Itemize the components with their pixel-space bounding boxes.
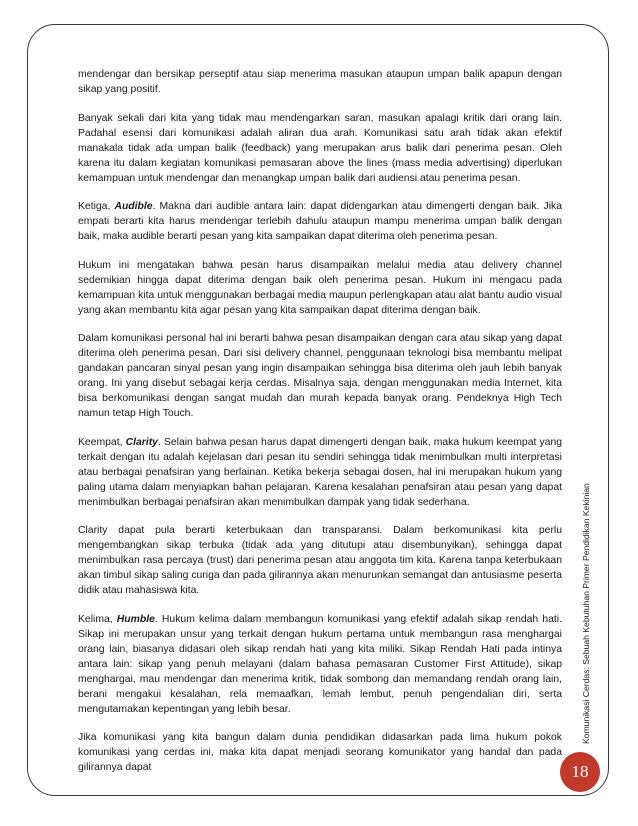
paragraph: Clarity dapat pula berarti keterbukaan dan transparansi. Dalam berkomunikasi kita perlu mengembangkan sikap terbuka (tidak ada yang ditutupi atau disembunyikan), sehingga dapat menimbulkan rasa percaya (trust) dari penerima pesan atau anggota tim kita. Karena tanpa keterbukaan akan timbul sikap saling curiga dan pada gilirannya akan menurunkan semangat dan antusiasme peserta didik atau mahasiswa kita. bbox=[78, 525, 562, 596]
paragraph: Dalam komunikasi personal hal ini berarti bahwa pesan disampaikan dengan cara atau sikap yang dapat diterima oleh penerima pesan. Dari sisi delivery channel, penggunaan teknologi bisa membantu melipat gandakan pancaran sinyal pesan yang ingin disampaikan sehingga bisa diterima oleh jauh lebih banyak orang. Ini yang disebut sebagai kerja cerdas. Misalnya saja, dengan menggunakan media Internet, kita bisa berkomunikasi dengan sangat mudah dan murah kepada banyak orang. Pendeknya High Tech namun tetap High Touch. bbox=[78, 333, 562, 419]
paragraph: mendengar dan bersikap perseptif atau siap menerima masukan ataupun umpan balik apapun dengan sikap yang positif. bbox=[78, 69, 562, 95]
page-number: 18 bbox=[571, 762, 589, 781]
paragraph: Hukum ini mengatakan bahwa pesan harus disampaikan melalui media atau delivery channel sedemikian hingga dapat diterima dengan baik oleh penerima pesan. Hukum ini mengacu pada kemampuan kita untuk menggunakan berbagai media maupun perlengkapan atau alat bantu audio visual yang akan membantu kita agar pesan yang kita sampaikan dapat diterima dengan baik. bbox=[78, 259, 562, 316]
body-text bbox=[78, 67, 562, 789]
paragraph-humble: Kelima, Humble. Hukum kelima dalam membangun komunikasi yang efektif adalah sikap rendah hati. Sikap ini merupakan unsur yang terkait dengan hukum pertama untuk membangun rasa menghargai orang lain, biasanya didasari oleh sikap rendah hati yang kita miliki. Sikap Rendah Hati pada intinya antara lain: sikap yang penuh melayani (dalam bahasa pemasaran Customer First Attitude), sikap menghargai, mau mendengar dan menerima kritik, tidak sombong dan memandang rendah orang lain, berani mengakui kesalahan, rela memaafkan, lemah lembut, penuh pengendalian diri, serta mengutamakan kepentingan yang lebih besar. bbox=[78, 613, 562, 715]
term-clarity: Clarity bbox=[125, 436, 158, 448]
paragraph-audible: Ketiga, Audible. Makna dari audible antara lain: dapat didengarkan atau dimengerti dengan baik. Jika empati berarti kita harus mendengar terlebih dahulu ataupun mampu menerima umpan balik dengan baik, maka audible berarti pesan yang kita sampaikan dapat diterima oleh penerima pesan. bbox=[78, 201, 562, 242]
paragraph: Jika komunikasi yang kita bangun dalam dunia pendidikan didasarkan pada lima hukum pokok komunikasi yang cerdas ini, maka kita dapat menjadi seorang komunikator yang handal dan pada gilirannya dapat bbox=[78, 732, 562, 773]
term-audible: Audible bbox=[114, 201, 153, 212]
paragraph: Banyak sekali dari kita yang tidak mau mendengarkan saran, masukan apalagi kritik dari orang lain. Padahal esensi dari komunikasi adalah aliran dua arah. Komunikasi satu arah tidak akan efektif manakala tidak ada umpan balik (feedback) yang merupakan arus balik dari penerima pesan. Oleh karena itu dalam kegiatan komunikasi pemasaran above the lines (mass media advertising) diperlukan kemampuan untuk mendengar dan menangkap umpan balik dari audiensi atau penerima pesan. bbox=[78, 112, 562, 184]
paragraph-clarity: Keempat, Clarity. Selain bahwa pesan harus dapat dimengerti dengan baik, maka hukum keempat yang terkait dengan itu adalah kejelasan dari pesan itu sendiri sehingga tidak menimbulkan multi interpretasi atau berbagai penafsiran yang berlainan. Ketika bekerja sebagai dosen, hal ini merupakan hukum yang paling utama dalam menyiapkan bahan pelajaran. Karena kesalahan penafsiran atau pesan yang dapat menimbulkan berbagai penafsiran akan menimbulkan dampak yang tidak sederhana. bbox=[78, 436, 562, 508]
page-number-badge bbox=[560, 752, 600, 792]
term-humble: Humble bbox=[116, 613, 155, 625]
side-running-title: Komunikasi Cerdas: Sebuah Kebutuhan Primer Pendidikan Kekinian bbox=[581, 483, 591, 744]
